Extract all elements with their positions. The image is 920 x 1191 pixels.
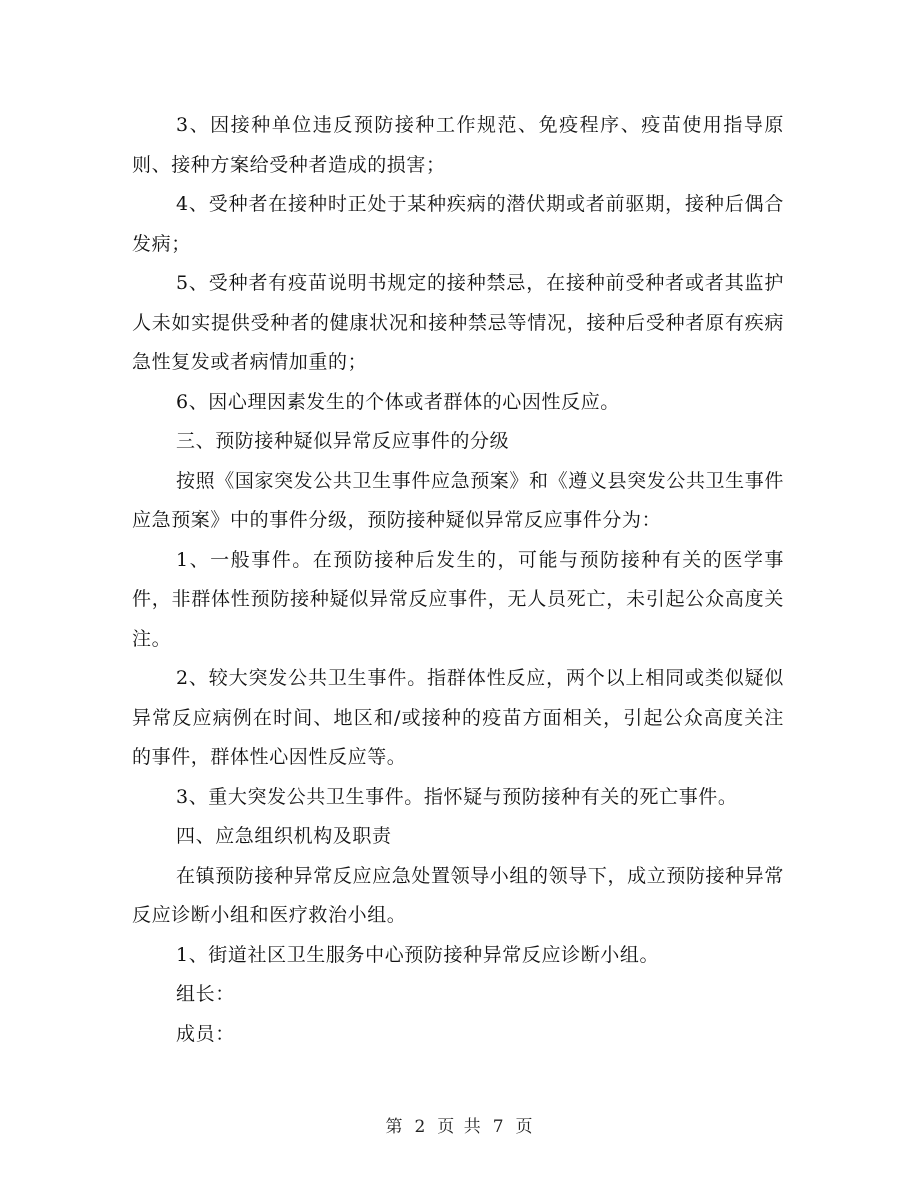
page-footer <box>0 1112 920 1137</box>
paragraph: 在镇预防接种异常反应应急处置领导小组的领导下，成立预防接种异常反应诊断小组和医疗救治小组。 <box>132 864 784 926</box>
paragraph: 4、受种者在接种时正处于某种疾病的潜伏期或者前驱期，接种后偶合发病； <box>132 193 784 255</box>
paragraph: 1、一般事件。在预防接种后发生的，可能与预防接种有关的医学事件，非群体性预防接种疑似异常反应事件，无人员死亡，未引起公众高度关注。 <box>132 548 784 650</box>
section-heading: 三、预防接种疑似异常反应事件的分级 <box>176 430 510 452</box>
group-leader-line: 组长： <box>176 983 235 1005</box>
group-members-line: 成员： <box>176 1022 235 1045</box>
paragraph: 5、受种者有疫苗说明书规定的接种禁忌，在接种前受种者或者其监护人未如实提供受种者的健康状况和接种禁忌等情况，接种后受种者原有疾病急性复发或者病情加重的； <box>132 272 784 373</box>
paragraph: 1、街道社区卫生服务中心预防接种异常反应诊断小组。 <box>176 943 660 966</box>
paragraph: 3、因接种单位违反预防接种工作规范、免疫程序、疫苗使用指导原则、接种方案给受种者造成的损害； <box>132 114 784 176</box>
total-pages: 7 <box>492 1117 506 1137</box>
footer-middle: 页 共 <box>437 1117 483 1137</box>
page-number: 2 <box>414 1117 428 1137</box>
paragraph: 3、重大突发公共卫生事件。指怀疑与预防接种有关的死亡事件。 <box>176 785 738 808</box>
section-heading: 四、应急组织机构及职责 <box>176 825 392 847</box>
paragraph: 按照《国家突发公共卫生事件应急预案》和《遵义县突发公共卫生事件应急预案》中的事件分级，预防接种疑似异常反应事件分为： <box>132 469 784 531</box>
footer-suffix: 页 <box>515 1117 535 1137</box>
document-body <box>132 106 784 1054</box>
footer-prefix: 第 <box>385 1117 405 1137</box>
paragraph: 2、较大突发公共卫生事件。指群体性反应，两个以上相同或类似疑似异常反应病例在时间、地区和/或接种的疫苗方面相关，引起公众高度关注的事件，群体性心因性反应等。 <box>132 667 784 768</box>
paragraph: 6、因心理因素发生的个体或者群体的心因性反应。 <box>176 390 620 413</box>
